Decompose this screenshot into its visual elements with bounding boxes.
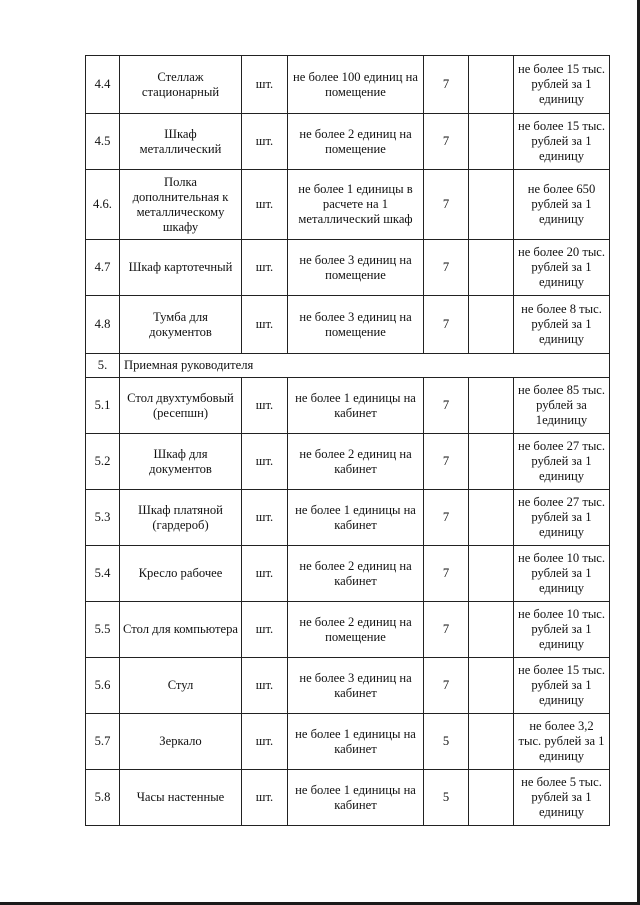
item-price-limit: не более 85 тыс. рублей за 1единицу	[514, 378, 610, 434]
item-unit: шт.	[242, 602, 288, 658]
item-unit: шт.	[242, 490, 288, 546]
item-price-limit: не более 15 тыс. рублей за 1 единицу	[514, 658, 610, 714]
item-extra	[469, 170, 514, 240]
table-row	[86, 170, 610, 240]
item-name: Стеллаж стационарный	[120, 56, 242, 114]
item-extra	[469, 56, 514, 114]
item-quantity-norm: не более 1 единицы на кабинет	[288, 770, 424, 826]
item-unit: шт.	[242, 378, 288, 434]
item-service-years: 5	[424, 714, 469, 770]
item-extra	[469, 434, 514, 490]
item-extra	[469, 770, 514, 826]
item-price-limit: не более 10 тыс. рублей за 1 единицу	[514, 546, 610, 602]
item-unit: шт.	[242, 56, 288, 114]
table-row	[86, 114, 610, 170]
item-price-limit: не более 650 рублей за 1 единицу	[514, 170, 610, 240]
item-service-years: 7	[424, 170, 469, 240]
item-quantity-norm: не более 2 единиц на помещение	[288, 602, 424, 658]
item-name: Шкаф платяной (гардероб)	[120, 490, 242, 546]
item-quantity-norm: не более 1 единицы в расчете на 1 металлический шкаф	[288, 170, 424, 240]
item-extra	[469, 114, 514, 170]
item-service-years: 7	[424, 546, 469, 602]
item-number: 5.6	[86, 658, 120, 714]
item-quantity-norm: не более 2 единиц на кабинет	[288, 546, 424, 602]
item-price-limit: не более 10 тыс. рублей за 1 единицу	[514, 602, 610, 658]
item-name: Стол двухтумбовый (ресепшн)	[120, 378, 242, 434]
section-number: 5.	[86, 354, 120, 378]
item-name: Зеркало	[120, 714, 242, 770]
item-unit: шт.	[242, 546, 288, 602]
item-number: 4.6.	[86, 170, 120, 240]
item-service-years: 7	[424, 602, 469, 658]
item-number: 4.8	[86, 296, 120, 354]
item-service-years: 7	[424, 490, 469, 546]
item-name: Шкаф картотечный	[120, 240, 242, 296]
item-price-limit: не более 3,2 тыс. рублей за 1 единицу	[514, 714, 610, 770]
item-name: Шкаф для документов	[120, 434, 242, 490]
table-row	[86, 770, 610, 826]
item-unit: шт.	[242, 296, 288, 354]
table-row	[86, 658, 610, 714]
table-row	[86, 56, 610, 114]
item-price-limit: не более 20 тыс. рублей за 1 единицу	[514, 240, 610, 296]
item-price-limit: не более 5 тыс. рублей за 1 единицу	[514, 770, 610, 826]
item-price-limit: не более 27 тыс. рублей за 1 единицу	[514, 434, 610, 490]
item-quantity-norm: не более 3 единиц на помещение	[288, 240, 424, 296]
item-extra	[469, 240, 514, 296]
table-row	[86, 296, 610, 354]
item-quantity-norm: не более 1 единицы на кабинет	[288, 378, 424, 434]
item-name: Стол для компьютера	[120, 602, 242, 658]
table-row	[86, 602, 610, 658]
item-price-limit: не более 27 тыс. рублей за 1 единицу	[514, 490, 610, 546]
item-service-years: 5	[424, 770, 469, 826]
item-quantity-norm: не более 3 единиц на кабинет	[288, 658, 424, 714]
table-row	[86, 490, 610, 546]
item-name: Кресло рабочее	[120, 546, 242, 602]
item-service-years: 7	[424, 434, 469, 490]
item-number: 5.3	[86, 490, 120, 546]
item-name: Тумба для документов	[120, 296, 242, 354]
item-unit: шт.	[242, 658, 288, 714]
section-title: Приемная руководителя	[120, 354, 610, 378]
item-quantity-norm: не более 3 единиц на помещение	[288, 296, 424, 354]
table-row	[86, 240, 610, 296]
item-quantity-norm: не более 2 единиц на помещение	[288, 114, 424, 170]
item-number: 4.5	[86, 114, 120, 170]
item-number: 5.4	[86, 546, 120, 602]
item-name: Шкаф металлический	[120, 114, 242, 170]
item-unit: шт.	[242, 170, 288, 240]
table-row	[86, 546, 610, 602]
item-extra	[469, 490, 514, 546]
table-body	[86, 56, 610, 826]
item-number: 5.2	[86, 434, 120, 490]
item-number: 5.8	[86, 770, 120, 826]
item-extra	[469, 658, 514, 714]
item-number: 5.7	[86, 714, 120, 770]
item-extra	[469, 602, 514, 658]
item-service-years: 7	[424, 658, 469, 714]
item-service-years: 7	[424, 240, 469, 296]
item-price-limit: не более 8 тыс. рублей за 1 единицу	[514, 296, 610, 354]
item-number: 4.7	[86, 240, 120, 296]
furniture-norms-table	[85, 55, 610, 826]
item-unit: шт.	[242, 770, 288, 826]
item-name: Часы настенные	[120, 770, 242, 826]
item-unit: шт.	[242, 240, 288, 296]
item-service-years: 7	[424, 378, 469, 434]
item-quantity-norm: не более 1 единицы на кабинет	[288, 714, 424, 770]
item-unit: шт.	[242, 114, 288, 170]
item-extra	[469, 296, 514, 354]
section-row	[86, 354, 610, 378]
table-row	[86, 714, 610, 770]
item-quantity-norm: не более 2 единиц на кабинет	[288, 434, 424, 490]
item-quantity-norm: не более 100 единиц на помещение	[288, 56, 424, 114]
item-number: 5.1	[86, 378, 120, 434]
item-price-limit: не более 15 тыс. рублей за 1 единицу	[514, 56, 610, 114]
item-service-years: 7	[424, 296, 469, 354]
item-number: 4.4	[86, 56, 120, 114]
item-extra	[469, 378, 514, 434]
item-name: Стул	[120, 658, 242, 714]
item-service-years: 7	[424, 56, 469, 114]
item-unit: шт.	[242, 714, 288, 770]
item-extra	[469, 714, 514, 770]
table-row	[86, 434, 610, 490]
item-unit: шт.	[242, 434, 288, 490]
table-row	[86, 378, 610, 434]
item-name: Полка дополнительная к металлическому шкафу	[120, 170, 242, 240]
item-service-years: 7	[424, 114, 469, 170]
item-quantity-norm: не более 1 единицы на кабинет	[288, 490, 424, 546]
item-extra	[469, 546, 514, 602]
item-number: 5.5	[86, 602, 120, 658]
item-price-limit: не более 15 тыс. рублей за 1 единицу	[514, 114, 610, 170]
